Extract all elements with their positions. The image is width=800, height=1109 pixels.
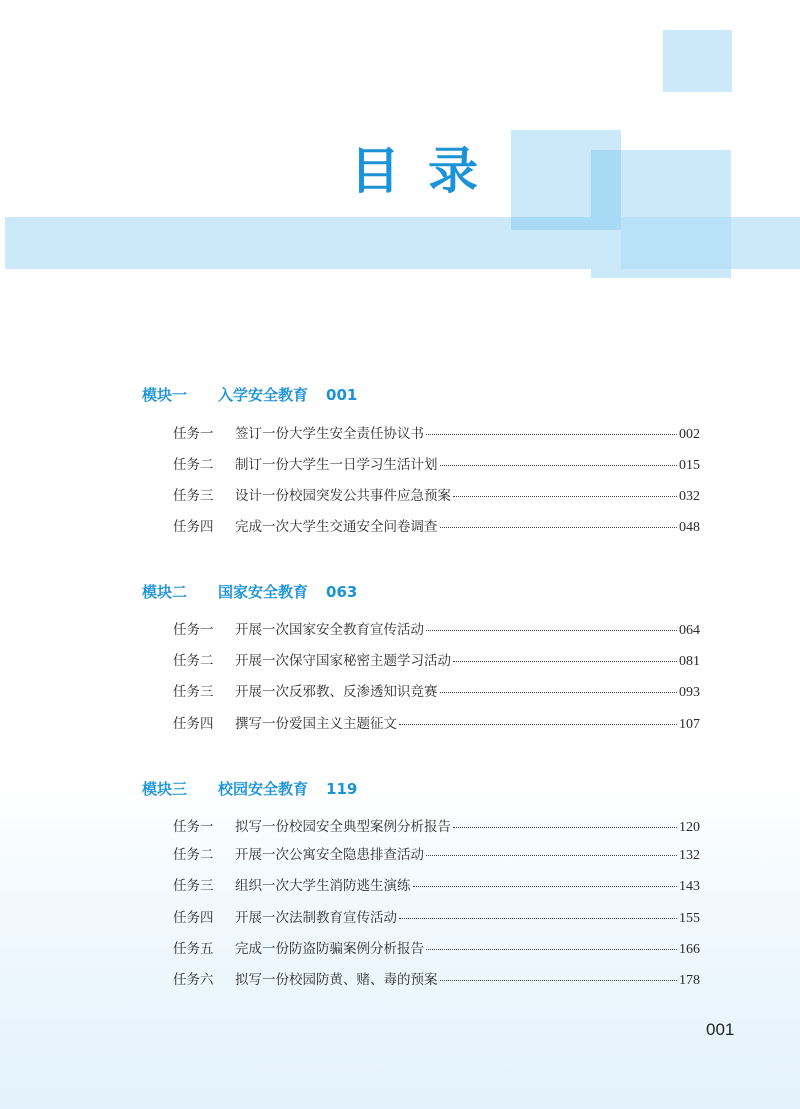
task-page: 155 (679, 911, 700, 926)
task-page: 048 (679, 520, 700, 535)
task-page: 166 (679, 942, 700, 957)
toc-entry[interactable] (173, 459, 700, 473)
toc-entry[interactable] (173, 943, 700, 957)
dot-leader (426, 855, 677, 856)
task-page: 143 (679, 879, 700, 894)
module-heading[interactable] (142, 388, 357, 403)
module-heading[interactable] (142, 585, 357, 600)
task-page: 032 (679, 489, 700, 504)
task-page: 015 (679, 458, 700, 473)
page-number: 001 (706, 1020, 735, 1039)
module-title: 入学安全教育 (218, 386, 309, 404)
toc-entry[interactable] (173, 880, 700, 894)
task-title: 完成一份防盗防骗案例分析报告 (235, 941, 424, 957)
task-page: 120 (679, 820, 700, 835)
decor-overlap (511, 217, 621, 230)
decor-overlap (621, 217, 731, 269)
toc-entry[interactable] (173, 821, 700, 835)
module-page: 063 (326, 583, 358, 601)
dot-leader (453, 827, 677, 828)
dot-leader (440, 465, 678, 466)
page-title: 目录 (350, 142, 506, 200)
dot-leader (399, 918, 677, 919)
toc-entry[interactable] (173, 428, 700, 442)
task-page: 081 (679, 654, 700, 669)
task-title: 开展一次国家安全教育宣传活动 (235, 622, 424, 638)
dot-leader (426, 434, 677, 435)
dot-leader (440, 527, 678, 528)
module-page: 001 (326, 386, 358, 404)
task-page: 132 (679, 848, 700, 863)
toc-entry[interactable] (173, 912, 700, 926)
task-title: 开展一次公寓安全隐患排查活动 (235, 847, 424, 863)
task-number: 任务三 (173, 878, 214, 894)
toc-entry[interactable] (173, 849, 700, 863)
task-page: 002 (679, 427, 700, 442)
module-title: 国家安全教育 (218, 583, 309, 601)
task-title: 完成一次大学生交通安全问卷调查 (235, 519, 438, 535)
task-number: 任务四 (173, 716, 214, 732)
task-number: 任务六 (173, 972, 214, 988)
module-page: 119 (326, 780, 358, 798)
task-page: 093 (679, 685, 700, 700)
module-number: 模块一 (142, 386, 188, 404)
dot-leader (440, 980, 678, 981)
task-title: 签订一份大学生安全责任协议书 (235, 426, 424, 442)
task-title: 撰写一份爱国主义主题征文 (235, 716, 397, 732)
dot-leader (426, 630, 677, 631)
module-title: 校园安全教育 (218, 780, 309, 798)
task-number: 任务一 (173, 622, 214, 638)
decor-square-top (663, 30, 732, 92)
task-number: 任务四 (173, 910, 214, 926)
toc-entry[interactable] (173, 718, 700, 732)
dot-leader (399, 724, 677, 725)
module-number: 模块二 (142, 583, 188, 601)
dot-leader (453, 661, 677, 662)
task-number: 任务二 (173, 653, 214, 669)
dot-leader (440, 692, 678, 693)
task-number: 任务五 (173, 941, 214, 957)
task-number: 任务一 (173, 426, 214, 442)
toc-entry[interactable] (173, 521, 700, 535)
toc-entry[interactable] (173, 974, 700, 988)
task-number: 任务四 (173, 519, 214, 535)
toc-entry[interactable] (173, 655, 700, 669)
task-title: 组织一次大学生消防逃生演练 (235, 878, 411, 894)
task-number: 任务三 (173, 684, 214, 700)
task-title: 拟写一份校园防黄、赌、毒的预案 (235, 972, 438, 988)
task-page: 178 (679, 973, 700, 988)
module-number: 模块三 (142, 780, 188, 798)
module-heading[interactable] (142, 782, 357, 797)
task-title: 制订一份大学生一日学习生活计划 (235, 457, 438, 473)
dot-leader (413, 886, 678, 887)
task-number: 任务三 (173, 488, 214, 504)
task-number: 任务二 (173, 847, 214, 863)
dot-leader (453, 496, 677, 497)
task-number: 任务一 (173, 819, 214, 835)
task-page: 107 (679, 717, 700, 732)
task-number: 任务二 (173, 457, 214, 473)
task-page: 064 (679, 623, 700, 638)
task-title: 设计一份校园突发公共事件应急预案 (235, 488, 451, 504)
task-title: 开展一次法制教育宣传活动 (235, 910, 397, 926)
task-title: 拟写一份校园安全典型案例分析报告 (235, 819, 451, 835)
toc-entry[interactable] (173, 686, 700, 700)
toc-entry[interactable] (173, 624, 700, 638)
task-title: 开展一次保守国家秘密主题学习活动 (235, 653, 451, 669)
dot-leader (426, 949, 677, 950)
toc-entry[interactable] (173, 490, 700, 504)
task-title: 开展一次反邪教、反渗透知识竞赛 (235, 684, 438, 700)
